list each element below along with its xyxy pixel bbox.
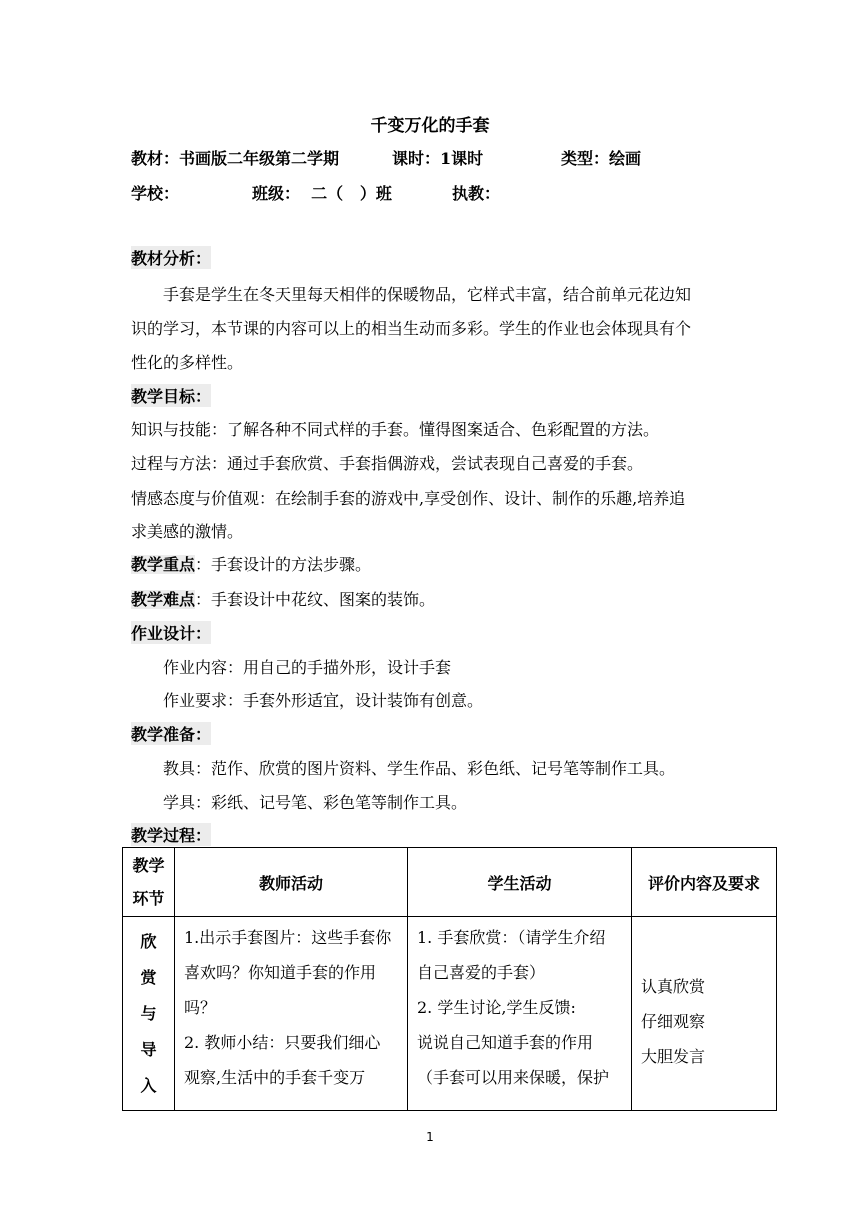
- stage-cell: [123, 917, 175, 1111]
- preparation-teacher-tools: 教具：范作、欣赏的图片资料、学生作品、彩色纸、记号笔等制作工具。: [163, 759, 676, 778]
- info-class: 班级： 二（ ）班: [252, 184, 392, 203]
- preparation-student-tools: 学具：彩纸、记号笔、彩色笔等制作工具。: [163, 793, 468, 812]
- info-material: 教材：书画版二年级第二学期: [131, 149, 340, 168]
- info-type: 类型：绘画: [561, 149, 642, 168]
- student-activity-cell: [408, 917, 632, 1111]
- teacher-activity-cell: [175, 917, 408, 1111]
- stage-char: 入: [140, 1075, 157, 1095]
- homework-heading: 作业设计：: [131, 621, 211, 644]
- student-line: 说说自己知道手套的作用: [417, 1033, 594, 1052]
- info-teacher: 执教：: [452, 184, 501, 203]
- process-table: [122, 847, 777, 1111]
- teacher-line: 1.出示手套图片：这些手套你: [184, 928, 392, 947]
- student-line: 1. 手套欣赏：（请学生介绍: [417, 928, 606, 947]
- page-number: 1: [426, 1130, 434, 1144]
- goals-line-1: 知识与技能：了解各种不同式样的手套。懂得图案适合、色彩配置的方法。: [131, 420, 660, 439]
- evaluation-line: 认真欣赏: [641, 977, 706, 996]
- analysis-line-2: 识的学习，本节课的内容可以上的相当生动而多彩。学生的作业也会体现具有个: [131, 319, 692, 338]
- key-point-text: ：手套设计的方法步骤。: [195, 555, 372, 574]
- teacher-line: 吗？: [184, 998, 217, 1017]
- difficulty: [131, 587, 435, 610]
- homework-content: 作业内容：用自己的手描外形，设计手套: [163, 658, 452, 677]
- header-teacher-activity: 教师活动: [175, 848, 408, 917]
- evaluation-line: 大胆发言: [641, 1047, 706, 1066]
- analysis-line-1: 手套是学生在冬天里每天相伴的保暖物品，它样式丰富，结合前单元花边知: [163, 285, 692, 304]
- info-school: 学校：: [131, 184, 180, 203]
- teacher-line: 喜欢吗？你知道手套的作用: [184, 963, 377, 982]
- stage-char: 赏: [140, 967, 157, 987]
- process-row: [123, 917, 777, 1111]
- process-heading: 教学过程：: [131, 823, 211, 846]
- document-title: 千变万化的手套: [370, 116, 490, 136]
- evaluation-line: 仔细观察: [641, 1012, 706, 1031]
- stage-char: 导: [140, 1039, 157, 1059]
- key-point: [131, 552, 371, 575]
- process-header-row: [123, 848, 777, 917]
- stage-char: 与: [140, 1003, 157, 1023]
- student-line: （手套可以用来保暖，保护: [417, 1068, 610, 1087]
- analysis-heading: 教材分析：: [131, 246, 211, 269]
- goals-line-2: 过程与方法：通过手套欣赏、手套指偶游戏，尝试表现自己喜爱的手套。: [131, 454, 644, 473]
- analysis-line-3: 性化的多样性。: [131, 353, 244, 372]
- student-line: 2. 学生讨论,学生反馈:: [417, 998, 576, 1017]
- difficulty-label: 教学难点: [131, 590, 196, 609]
- header-stage: 教学 环节: [123, 848, 175, 917]
- header-evaluation: 评价内容及要求: [632, 848, 777, 917]
- evaluation-cell: [632, 917, 777, 1111]
- key-point-label: 教学重点: [131, 555, 196, 574]
- header-student-activity: 学生活动: [408, 848, 632, 917]
- difficulty-text: ：手套设计中花纹、图案的装饰。: [195, 590, 436, 609]
- goals-heading: 教学目标：: [131, 384, 211, 407]
- info-period: 课时：1课时: [392, 149, 484, 168]
- student-line: 自己喜爱的手套）: [417, 963, 546, 982]
- teacher-line: 2. 教师小结：只要我们细心: [184, 1033, 381, 1052]
- goals-line-4: 求美感的激情。: [131, 522, 244, 541]
- preparation-heading: 教学准备：: [131, 722, 211, 745]
- stage-char: 欣: [140, 931, 157, 951]
- goals-line-3: 情感态度与价值观：在绘制手套的游戏中,享受创作、设计、制作的乐趣,培养追: [131, 489, 686, 508]
- homework-requirement: 作业要求：手套外形适宜，设计装饰有创意。: [163, 691, 484, 710]
- teacher-line: 观察,生活中的手套千变万: [184, 1068, 366, 1087]
